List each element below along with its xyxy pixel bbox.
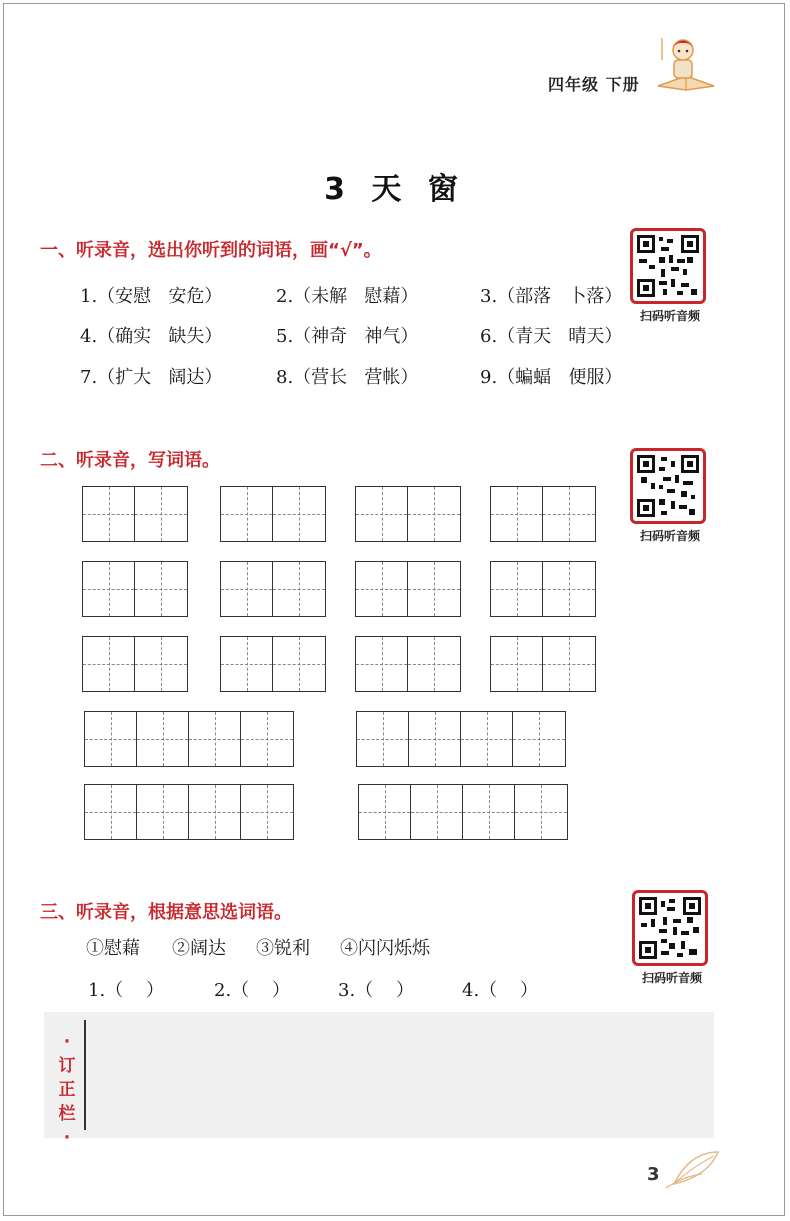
writing-cell[interactable] bbox=[359, 785, 411, 839]
writing-cell[interactable] bbox=[135, 562, 187, 616]
writing-cell[interactable] bbox=[221, 562, 273, 616]
correction-divider bbox=[84, 1020, 86, 1130]
writing-cell[interactable] bbox=[273, 562, 325, 616]
writing-grid[interactable] bbox=[490, 561, 596, 617]
writing-cell[interactable] bbox=[221, 487, 273, 541]
writing-cell[interactable] bbox=[135, 637, 187, 691]
writing-grid[interactable] bbox=[358, 784, 568, 840]
section3-heading: 三、听录音，根据意思选词语。 bbox=[40, 902, 292, 923]
writing-cell[interactable] bbox=[189, 712, 241, 766]
qr-label: 扫码听音频 bbox=[639, 529, 700, 543]
correction-label-char: 栏 bbox=[58, 1104, 76, 1124]
qr-label: 扫码听音频 bbox=[641, 971, 702, 985]
writing-grid[interactable] bbox=[82, 561, 188, 617]
answer-blank[interactable]: 1.（ ） bbox=[88, 980, 165, 1001]
writing-cell[interactable] bbox=[273, 637, 325, 691]
writing-cell[interactable] bbox=[543, 487, 595, 541]
writing-cell[interactable] bbox=[408, 562, 460, 616]
section1-heading: 一、听录音，选出你听到的词语，画“√”。 bbox=[40, 240, 382, 261]
writing-cell[interactable] bbox=[83, 637, 135, 691]
writing-cell[interactable] bbox=[221, 637, 273, 691]
writing-cell[interactable] bbox=[543, 637, 595, 691]
writing-cell[interactable] bbox=[408, 487, 460, 541]
writing-cell[interactable] bbox=[491, 487, 543, 541]
qr-label: 扫码听音频 bbox=[639, 309, 700, 323]
word-option: ④闪闪烁烁 bbox=[340, 938, 430, 959]
writing-grid[interactable] bbox=[220, 561, 326, 617]
writing-grid[interactable] bbox=[84, 784, 294, 840]
word-choice-item: 4.（确实 缺失） bbox=[80, 326, 223, 347]
writing-cell[interactable] bbox=[543, 562, 595, 616]
word-option: ②阔达 bbox=[172, 938, 226, 959]
answer-blank[interactable]: 4.（ ） bbox=[462, 980, 539, 1001]
answer-blank[interactable]: 3.（ ） bbox=[338, 980, 415, 1001]
correction-area[interactable] bbox=[44, 1012, 714, 1138]
qr-code-icon[interactable] bbox=[632, 890, 708, 966]
correction-label-char: · bbox=[63, 1128, 71, 1148]
writing-grid[interactable] bbox=[356, 711, 566, 767]
correction-label-char: 订 bbox=[58, 1056, 76, 1076]
writing-cell[interactable] bbox=[411, 785, 463, 839]
writing-cell[interactable] bbox=[409, 712, 461, 766]
writing-grid[interactable] bbox=[82, 636, 188, 692]
writing-grid[interactable] bbox=[355, 561, 461, 617]
writing-grid[interactable] bbox=[490, 636, 596, 692]
qr-block-section1[interactable] bbox=[628, 228, 714, 324]
word-choice-item: 1.（安慰 安危） bbox=[80, 286, 223, 307]
writing-cell[interactable] bbox=[461, 712, 513, 766]
writing-grid[interactable] bbox=[84, 711, 294, 767]
writing-grid[interactable] bbox=[220, 486, 326, 542]
reading-child-icon bbox=[652, 30, 716, 92]
header-grade: 四年级 下册 bbox=[548, 75, 640, 94]
word-choice-item: 5.（神奇 神气） bbox=[276, 326, 419, 347]
writing-cell[interactable] bbox=[356, 562, 408, 616]
writing-cell[interactable] bbox=[189, 785, 241, 839]
writing-cell[interactable] bbox=[273, 487, 325, 541]
writing-cell[interactable] bbox=[83, 562, 135, 616]
writing-cell[interactable] bbox=[513, 712, 565, 766]
writing-cell[interactable] bbox=[463, 785, 515, 839]
writing-grid[interactable] bbox=[82, 486, 188, 542]
writing-cell[interactable] bbox=[408, 637, 460, 691]
writing-grid[interactable] bbox=[220, 636, 326, 692]
writing-cell[interactable] bbox=[135, 487, 187, 541]
qr-code-icon[interactable] bbox=[630, 448, 706, 524]
word-choice-item: 9.（蝙蝠 便服） bbox=[480, 367, 623, 388]
section2-heading: 二、听录音，写词语。 bbox=[40, 450, 220, 471]
qr-block-section3[interactable] bbox=[630, 890, 716, 986]
writing-cell[interactable] bbox=[515, 785, 567, 839]
word-choice-item: 3.（部落 卜落） bbox=[480, 286, 623, 307]
lesson-title: 3 天 窗 bbox=[324, 172, 466, 207]
correction-label-char: · bbox=[63, 1032, 71, 1052]
writing-grid[interactable] bbox=[355, 636, 461, 692]
writing-cell[interactable] bbox=[83, 487, 135, 541]
word-choice-item: 2.（未解 慰藉） bbox=[276, 286, 419, 307]
writing-grid[interactable] bbox=[490, 486, 596, 542]
writing-cell[interactable] bbox=[491, 637, 543, 691]
writing-cell[interactable] bbox=[491, 562, 543, 616]
writing-cell[interactable] bbox=[356, 487, 408, 541]
correction-label-char: 正 bbox=[58, 1080, 76, 1100]
writing-cell[interactable] bbox=[85, 712, 137, 766]
writing-cell[interactable] bbox=[356, 637, 408, 691]
word-choice-item: 6.（青天 晴天） bbox=[480, 326, 623, 347]
writing-cell[interactable] bbox=[357, 712, 409, 766]
writing-cell[interactable] bbox=[241, 785, 293, 839]
writing-cell[interactable] bbox=[137, 785, 189, 839]
word-choice-item: 7.（扩大 阔达） bbox=[80, 367, 223, 388]
leaf-icon bbox=[664, 1146, 724, 1190]
writing-grid[interactable] bbox=[355, 486, 461, 542]
qr-block-section2[interactable] bbox=[628, 448, 714, 544]
correction-label bbox=[52, 1030, 82, 1150]
writing-cell[interactable] bbox=[241, 712, 293, 766]
word-choice-item: 8.（营长 营帐） bbox=[276, 367, 419, 388]
writing-cell[interactable] bbox=[85, 785, 137, 839]
page-number: 3 bbox=[647, 1164, 660, 1185]
writing-cell[interactable] bbox=[137, 712, 189, 766]
word-option: ①慰藉 bbox=[86, 938, 140, 959]
word-option: ③锐利 bbox=[256, 938, 310, 959]
qr-code-icon[interactable] bbox=[630, 228, 706, 304]
answer-blank[interactable]: 2.（ ） bbox=[214, 980, 291, 1001]
